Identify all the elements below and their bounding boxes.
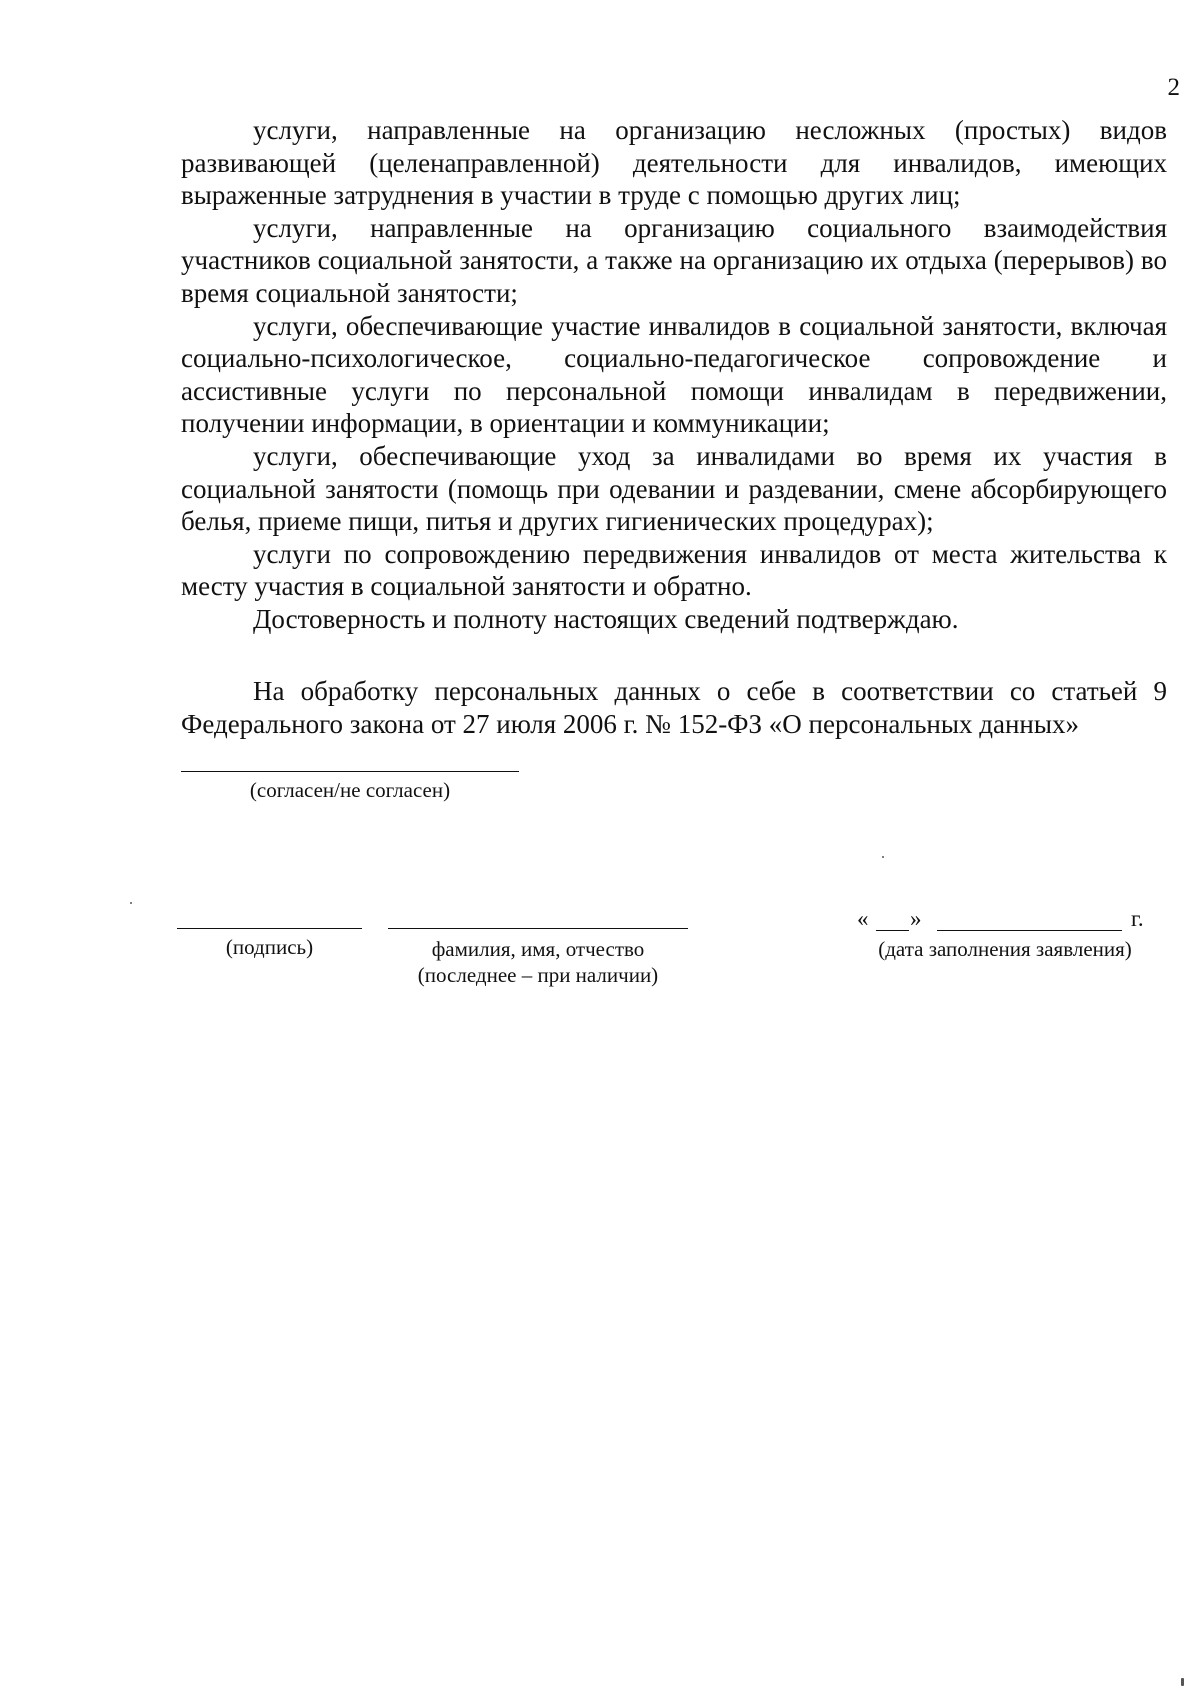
scan-speck <box>882 856 884 858</box>
date-caption: (дата заполнения заявления) <box>878 937 1132 961</box>
paragraph-confirmation: Достоверность и полноту настоящих сведений подтверждаю. <box>253 603 959 634</box>
date-day-blank-line[interactable] <box>876 930 909 931</box>
paragraph-transport-escort: услуги по сопровождению передвижения инвалидов от места жительства к месту участия в социальной занятости и обратно. <box>181 538 1167 602</box>
services-list <box>181 114 1167 636</box>
full-name-blank-line[interactable] <box>388 928 688 929</box>
scan-speck <box>130 902 132 904</box>
consent-caption: (согласен/не согласен) <box>249 778 451 802</box>
paragraph-care-services: услуги, обеспечивающие уход за инвалидами во время их участия в социальной занятости (помощь при одевании и раздевании, смене абсорбирующего белья, приеме пищи, питья и других гигиенических процедурах); <box>181 440 1167 537</box>
consent-blank-line[interactable] <box>181 771 519 772</box>
signature-caption: (подпись) <box>225 935 314 959</box>
paragraph-developmental-activity: услуги, направленные на организацию несложных (простых) видов развивающей (целенаправленной) деятельности для инвалидов, имеющих выраженные затруднения в участии в труде с помощью других лиц; <box>181 115 1167 211</box>
paragraph-participation-support: услуги, обеспечивающие участие инвалидов в социальной занятости, включая социально-психологическое, социально-педагогическое сопровождение и ассистивные услуги по персональной помощи инвалидам в передвижении, получении информации, в ориентации и коммуникации; <box>181 310 1167 439</box>
date-close-quote: » <box>910 906 922 931</box>
consent-text: На обработку персональных данных о себе в соответствии со статьей 9 Федерального закона от 27 июля 2006 г. № 152-ФЗ «О персональных данных» <box>181 676 1167 739</box>
paragraph-social-interaction: услуги, направленные на организацию социального взаимодействия участников социальной занятости, а также на организацию их отдыха (перерывов) во время социальной занятости; <box>181 212 1167 308</box>
date-year-suffix: г. <box>1131 906 1144 931</box>
date-month-year-blank-line[interactable] <box>937 930 1122 931</box>
full-name-caption: фамилия, имя, отчество <box>431 937 645 961</box>
page-number: 2 <box>1167 74 1180 101</box>
signature-blank-line[interactable] <box>177 928 362 929</box>
full-name-caption-note: (последнее – при наличии) <box>417 963 659 987</box>
personal-data-consent <box>181 675 1167 741</box>
scan-speck <box>1181 1678 1184 1686</box>
date-open-quote: « <box>857 906 869 931</box>
